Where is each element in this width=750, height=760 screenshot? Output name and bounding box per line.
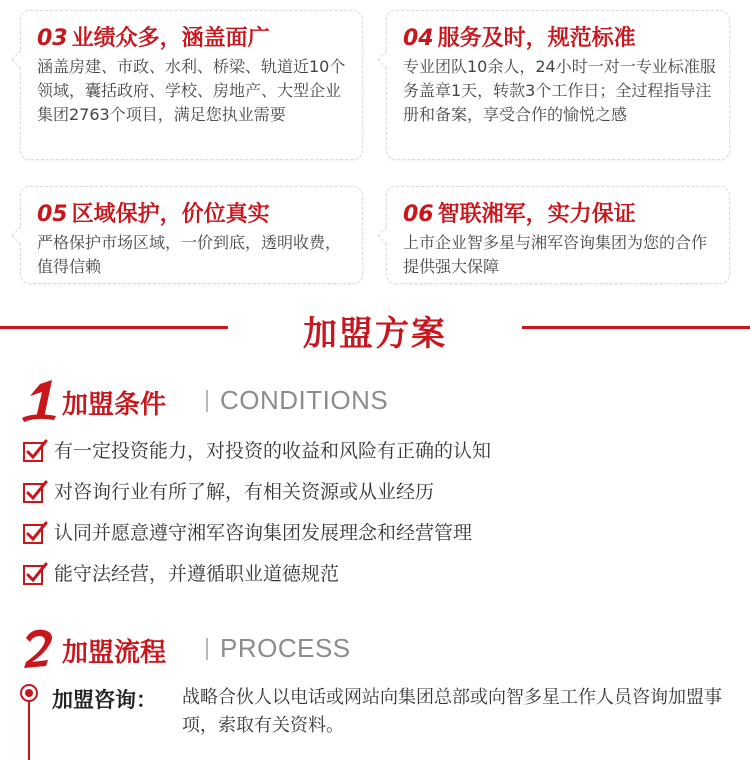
process-header xyxy=(18,626,418,676)
feature-number: 04 xyxy=(403,26,434,51)
feature-title-text: 智联湘军，实力保证 xyxy=(437,202,636,227)
feature-card-05 xyxy=(20,186,363,284)
feature-card-06 xyxy=(386,186,730,284)
feature-title-text: 服务及时，规范标准 xyxy=(437,26,636,51)
feature-card-03 xyxy=(20,10,363,160)
title-separator xyxy=(206,638,208,660)
process-title: 加盟流程 xyxy=(62,638,167,668)
feature-number: 03 xyxy=(37,26,68,51)
feature-title xyxy=(37,197,270,228)
step-description: 战略合伙人以电话或网站向集团总部或向智多星工作人员咨询加盟事项，索取有关资料。 xyxy=(182,687,722,736)
step-label: 加盟咨询： xyxy=(52,688,157,712)
feature-title-text: 区域保护，价位真实 xyxy=(71,202,270,227)
conditions-title: 加盟条件 xyxy=(62,390,167,420)
conditions-title-en: CONDITIONS xyxy=(220,385,389,415)
card-tail xyxy=(11,50,29,68)
condition-text: 对咨询行业有所了解，有相关资源或从业经历 xyxy=(54,481,435,503)
feature-title xyxy=(403,21,636,52)
conditions-header xyxy=(18,378,418,428)
number-one-icon xyxy=(18,378,60,424)
card-tail xyxy=(11,226,29,244)
process-title-en: PROCESS xyxy=(220,633,351,663)
feature-number: 05 xyxy=(37,202,68,227)
card-tail xyxy=(377,50,395,68)
feature-title-text: 业绩众多，涵盖面广 xyxy=(71,26,270,51)
title-separator xyxy=(206,390,208,412)
number-two-icon xyxy=(18,626,60,672)
condition-text: 能守法经营，并遵循职业道德规范 xyxy=(54,563,340,585)
section-title: 加盟方案 xyxy=(303,314,447,354)
condition-text: 有一定投资能力，对投资的收益和风险有正确的认知 xyxy=(54,440,492,462)
feature-title xyxy=(37,21,270,52)
feature-card-04 xyxy=(386,10,730,160)
card-tail xyxy=(377,226,395,244)
timeline-line xyxy=(28,700,30,760)
list-item xyxy=(22,479,491,520)
check-square-icon xyxy=(22,520,48,546)
timeline-dot-icon xyxy=(20,684,38,702)
list-item xyxy=(22,438,491,479)
list-item xyxy=(22,561,491,602)
feature-body: 上市企业智多星与湘军咨询集团为您的合作提供强大保障 xyxy=(403,233,708,276)
feature-title xyxy=(403,197,636,228)
condition-text: 认同并愿意遵守湘军咨询集团发展理念和经营管理 xyxy=(54,522,473,544)
list-item xyxy=(22,520,491,561)
feature-body: 涵盖房建、市政、水利、桥梁、轨道近10个领域，囊括政府、学校、房地产、大型企业集团2763个项目，满足您执业需要 xyxy=(37,57,346,124)
feature-number: 06 xyxy=(403,202,434,227)
feature-body: 严格保护市场区域，一价到底，透明收费，值得信赖 xyxy=(37,233,342,276)
conditions-list xyxy=(22,438,491,602)
check-square-icon xyxy=(22,438,48,464)
feature-body: 专业团队10余人，24小时一对一专业标准服务盖章1天，转款3个工作日；全过程指导注册和备案，享受合作的愉悦之感 xyxy=(403,57,716,124)
check-square-icon xyxy=(22,479,48,505)
check-square-icon xyxy=(22,561,48,587)
